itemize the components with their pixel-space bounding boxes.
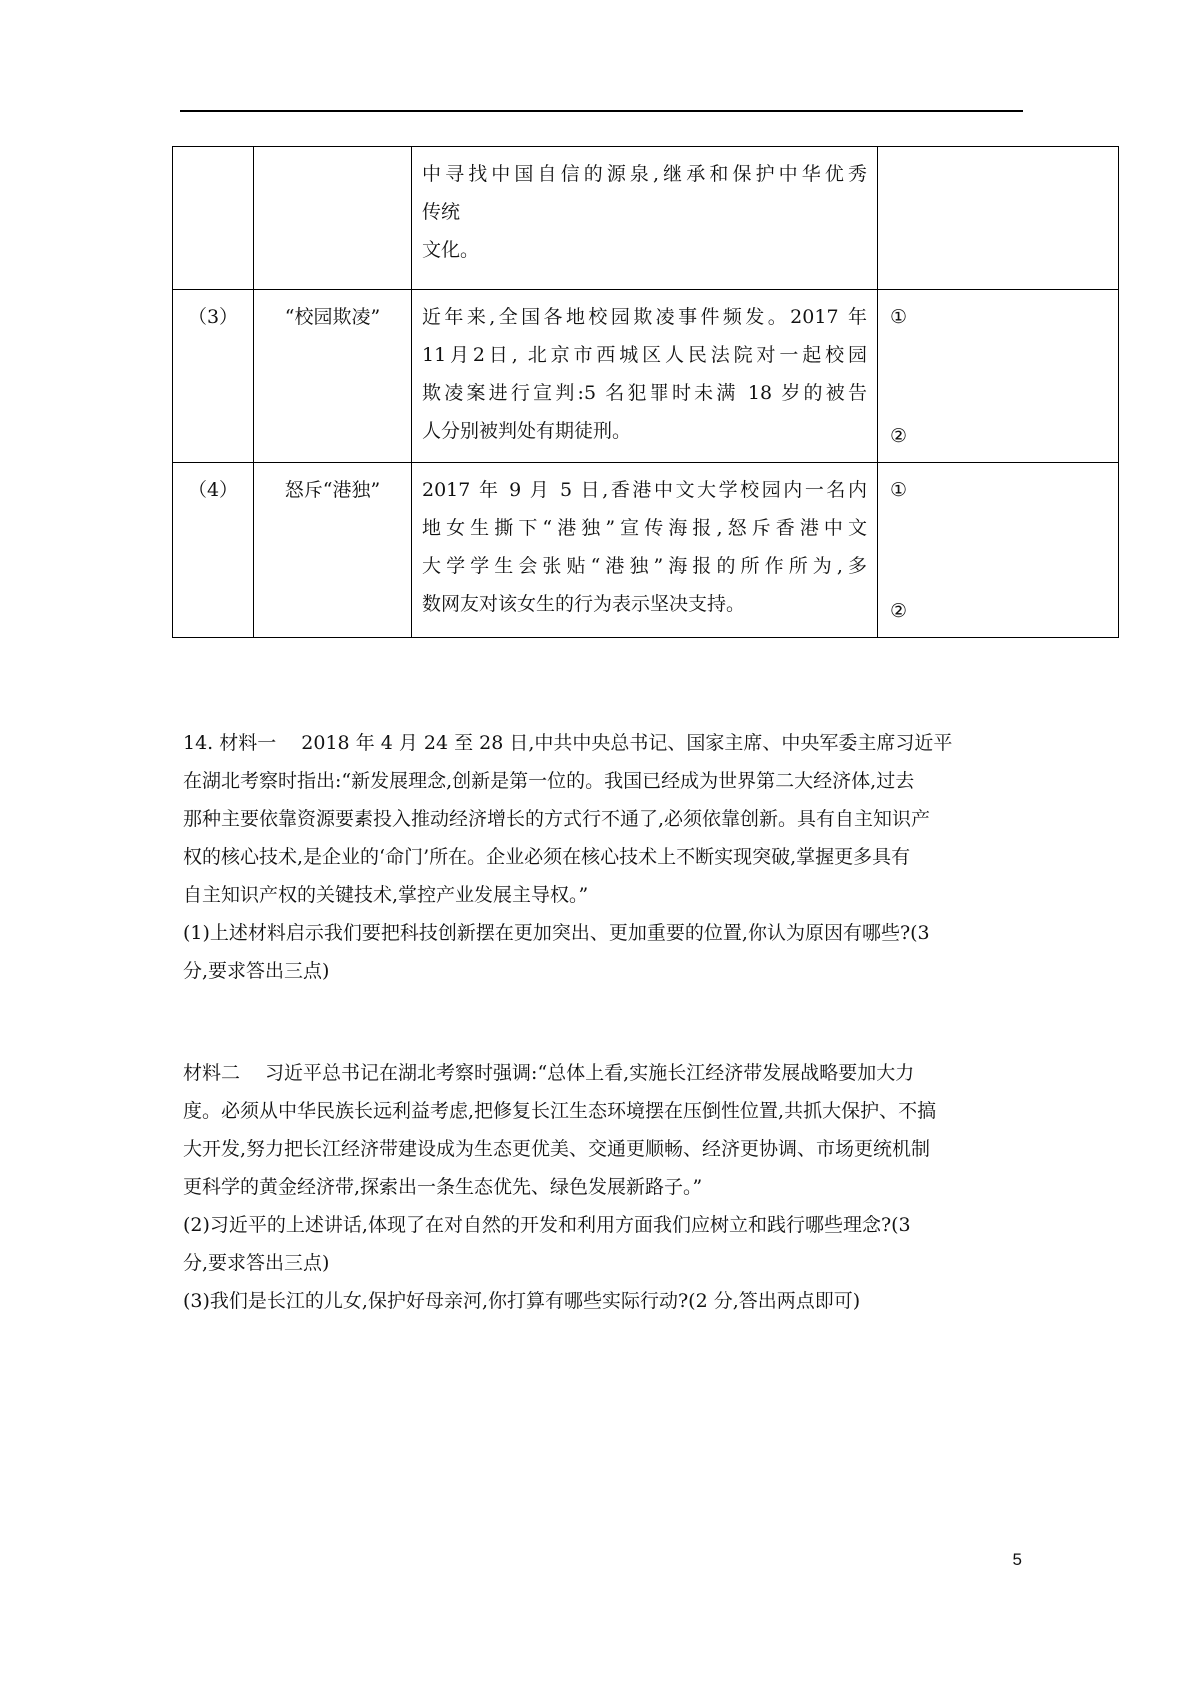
content-line: 2017 年 9 月 5 日,香港中文大学校园内一名内 bbox=[422, 479, 867, 501]
answer-blank-1: ① bbox=[890, 306, 908, 328]
table-row bbox=[173, 290, 1119, 463]
table-row bbox=[173, 147, 1119, 290]
row-content-cell bbox=[412, 147, 878, 290]
row-answer-cell bbox=[878, 463, 1119, 638]
content-line: 文化。 bbox=[422, 239, 480, 261]
question-14-part-1 bbox=[183, 914, 1023, 990]
question-14-material-1 bbox=[183, 724, 1023, 914]
row-answer-cell bbox=[878, 290, 1119, 463]
text-line: 自主知识产权的关键技术,掌控产业发展主导权。” bbox=[183, 884, 589, 906]
text-line: 度。必须从中华民族长远利益考虑,把修复长江生态环境摆在压倒性位置,共抓大保护、不搞 bbox=[183, 1100, 937, 1122]
text-line: 那种主要依靠资源要素投入推动经济增长的方式行不通了,必须依靠创新。具有自主知识产 bbox=[183, 808, 931, 830]
table-row bbox=[173, 463, 1119, 638]
text-line: 权的核心技术,是企业的‘命门’所在。企业必须在核心技术上不断实现突破,掌握更多具有 bbox=[183, 846, 911, 868]
content-line: 大学学生会张贴“港独”海报的所作所为,多 bbox=[422, 555, 867, 577]
text-line: 更科学的黄金经济带,探索出一条生态优先、绿色发展新路子。” bbox=[183, 1176, 703, 1198]
row-number-cell: （3） bbox=[173, 290, 254, 463]
row-topic-cell: “校园欺凌” bbox=[254, 290, 412, 463]
header-rule bbox=[180, 110, 1023, 112]
text-line: 在湖北考察时指出:“新发展理念,创新是第一位的。我国已经成为世界第二大经济体,过去 bbox=[183, 770, 915, 792]
row-topic-cell bbox=[254, 147, 412, 290]
text-line: 大开发,努力把长江经济带建设成为生态更优美、交通更顺畅、经济更协调、市场更统机制 bbox=[183, 1138, 931, 1160]
row-content-cell bbox=[412, 290, 878, 463]
text-line: (3)我们是长江的儿女,保护好母亲河,你打算有哪些实际行动?(2 分,答出两点即可) bbox=[183, 1290, 861, 1312]
answer-blank-1: ① bbox=[890, 479, 908, 501]
question-14-part-3 bbox=[183, 1282, 1023, 1320]
row-number-cell: （4） bbox=[173, 463, 254, 638]
content-line: 传统 bbox=[422, 201, 461, 223]
content-line: 数网友对该女生的行为表示坚决支持。 bbox=[422, 593, 746, 615]
question-14-material-2 bbox=[183, 1054, 1023, 1206]
question-14-part-2 bbox=[183, 1206, 1023, 1282]
text-line: 材料二 习近平总书记在湖北考察时强调:“总体上看,实施长江经济带发展战略要加大力 bbox=[183, 1062, 915, 1084]
content-line: 欺凌案进行宣判:5 名犯罪时未满 18 岁的被告 bbox=[422, 382, 867, 404]
content-line: 11月2日, 北京市西城区人民法院对一起校园 bbox=[422, 344, 867, 366]
row-number-cell bbox=[173, 147, 254, 290]
row-topic-cell: 怒斥“港独” bbox=[254, 463, 412, 638]
content-line: 地女生撕下“港独”宣传海报,怒斥香港中文 bbox=[422, 517, 867, 539]
answer-blank-2: ② bbox=[890, 425, 908, 447]
answer-blank-2: ② bbox=[890, 600, 908, 622]
page-number: 5 bbox=[1012, 1550, 1022, 1569]
answer-table bbox=[172, 146, 1119, 638]
content-line: 中寻找中国自信的源泉,继承和保护中华优秀 bbox=[422, 163, 867, 185]
content-line: 近年来,全国各地校园欺凌事件频发。2017 年 bbox=[422, 306, 867, 328]
text-line: (1)上述材料启示我们要把科技创新摆在更加突出、更加重要的位置,你认为原因有哪些?(3 bbox=[183, 922, 930, 944]
content-line: 人分别被判处有期徒刑。 bbox=[422, 420, 632, 442]
text-line: 分,要求答出三点) bbox=[183, 1252, 330, 1274]
text-line: 14. 材料一 2018 年 4 月 24 至 28 日,中共中央总书记、国家主席、中央军委主席习近平 bbox=[183, 732, 953, 754]
text-line: (2)习近平的上述讲话,体现了在对自然的开发和利用方面我们应树立和践行哪些理念?(3 bbox=[183, 1214, 911, 1236]
row-answer-cell bbox=[878, 147, 1119, 290]
row-content-cell bbox=[412, 463, 878, 638]
text-line: 分,要求答出三点) bbox=[183, 960, 330, 982]
